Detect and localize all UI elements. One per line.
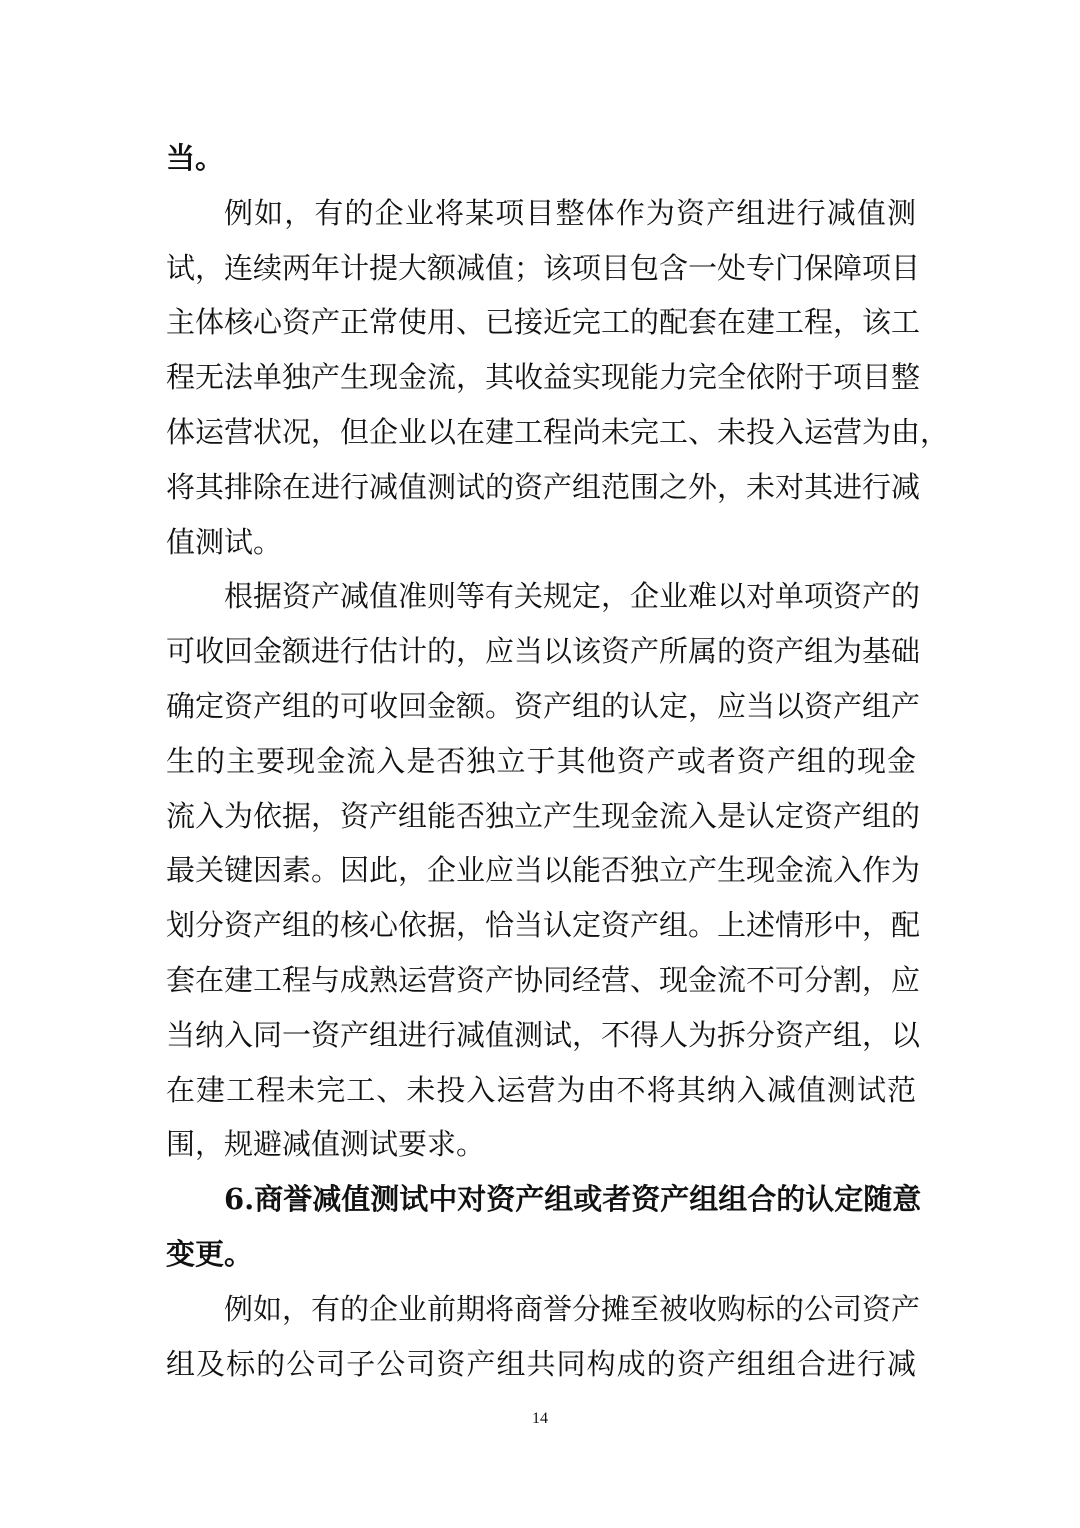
paragraph-first-line: 例如，有的企业前期将商誉分摊至被收购标的公司资产 (224, 1291, 921, 1326)
text-line: 流入为依据，资产组能否独立产生现金流入是认定资产组的 (166, 798, 921, 833)
page-number: 14 (532, 1410, 548, 1427)
text-line: 在建工程未完工、未投入运营为由不将其纳入减值测试范 (166, 1072, 916, 1107)
text-line: 试，连续两年计提大额减值；该项目包含一处专门保障项目 (166, 250, 921, 285)
section-heading-continued: 变更。 (166, 1236, 254, 1271)
text-line: 程无法单独产生现金流，其收益实现能力完全依附于项目整 (166, 360, 921, 395)
text-line: 生的主要现金流入是否独立于其他资产或者资产组的现金 (166, 743, 916, 778)
text-line: 组及标的公司子公司资产组共同构成的资产组组合进行减 (166, 1346, 916, 1381)
paragraph-first-line: 例如，有的企业将某项目整体作为资产组进行减值测 (224, 195, 916, 230)
text-line: 套在建工程与成熟运营资产协同经营、现金流不可分割，应 (166, 962, 921, 997)
text-line: 当纳入同一资产组进行减值测试，不得人为拆分资产组，以 (166, 1017, 921, 1052)
section-heading: 6.商誉减值测试中对资产组或者资产组组合的认定随意 (224, 1182, 922, 1217)
paragraph-first-line: 根据资产减值准则等有关规定，企业难以对单项资产的 (224, 579, 921, 614)
text-line: 将其排除在进行减值测试的资产组范围之外，未对其进行减 (166, 469, 921, 504)
text-line: 当。 (166, 141, 225, 175)
text-line: 最关键因素。因此，企业应当以能否独立产生现金流入作为 (166, 853, 921, 888)
text-line: 值测试。 (166, 524, 283, 559)
text-line: 划分资产组的核心依据，恰当认定资产组。上述情形中，配 (166, 908, 921, 943)
text-line: 主体核心资产正常使用、已接近完工的配套在建工程，该工 (166, 305, 921, 340)
text-line: 围，规避减值测试要求。 (166, 1127, 486, 1162)
text-line: 确定资产组的可收回金额。资产组的认定，应当以资产组产 (166, 688, 921, 723)
body-text (166, 131, 950, 1391)
text-line: 体运营状况，但企业以在建工程尚未完工、未投入运营为由， (166, 414, 950, 449)
text-line: 可收回金额进行估计的，应当以该资产所属的资产组为基础 (166, 634, 921, 669)
